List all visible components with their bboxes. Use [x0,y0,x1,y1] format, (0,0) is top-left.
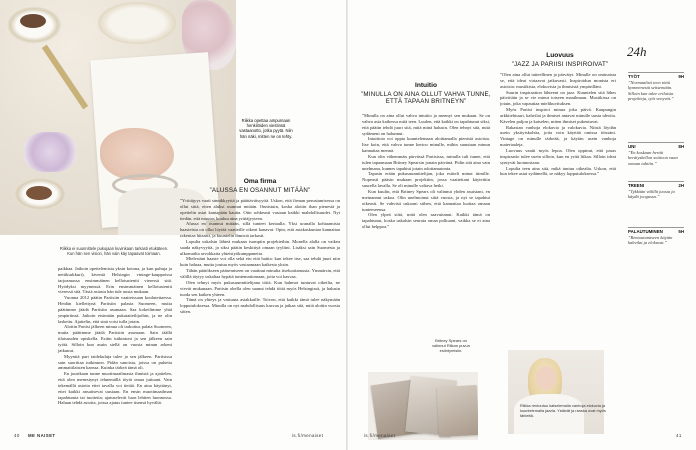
paragraph: Olen ylpeä siitä, mitä olen saavuttanut. Kaikki tämä on tapahtunut, koska uskalsin seurata omaa polkuani, vaikka se ei aina ollut helppoa.” [362,212,490,230]
text-column-4 [500,72,616,346]
sidebar-entry-tyot [628,74,684,102]
saucer-image [98,2,176,44]
portrait-caption: Riikka rentoutuu katselemalla vanhoja elokuvia ja kuuntelemalla jazzia. Ystävät ja ranska ovat myös tärkeitä. [520,403,606,418]
paragraph: Olen tehnyt myös pukusuunnittelijana töitä. Kun hahmot tuntuvat oikeilta, ne vievät mukanaan. Pariisin ohella olen saanut tehdä töitä myös Helsingissä, ja halusin tuoda sen kaiken yhteen. [180,279,340,297]
paragraph: Luovuus vaatii myös lepoa. Olen oppinut, että paras inspiraatio tulee usein silloin, kun en yritä liikaa. Silloin ideat syntyvät luonnostaan. [500,147,616,165]
paragraph: Vuonna 2012 päätin Pariisiin vaatteissaan koulutettaessa. Heidän kiellettynä Pariisiin palasta Suomeen, mutta päätimme jäädä Pariisiin asumaan. Saa kokeilimme yhtä ympäriinsä. Jatkoin etsimään pukutaiteilijoihin, ja ne olin laskettu. Ajattelin, että sinä voisi tulla jotain. [58,295,172,324]
sidebar-quote: ”En koskaan herää herätyskellon soittoon vaan omaan tahtiin.” [628,150,678,166]
magazine-image [437,385,478,437]
photo-caption-overlay: Riikka opettaa ampumaan henkilöiden viestinsä vastaanotto, jotka pyytä. Niin hän näki, mitten ne on tehty. [239,118,293,139]
sidebar-row [628,229,684,234]
page-number-right: 41 [676,433,682,438]
face-image [536,366,556,390]
text-column-1 [58,266,172,406]
kicker-intuitio: Intuitio [415,82,437,89]
magazines-photo [368,372,478,440]
paragraph: Alussa en osannut mitään, sillä tunteet kertaalla. Yksi uranalla kohtaamista haasteista on ollut löytää vaatteille oikeat kanavat. Opin, että asiakaskuntaa kannattaa rakentaa hitaasti, ja kuuntelin ihmisiä tarkasti. [180,221,340,239]
paragraph: ”Minulla on aina ollut vahva intuitio ja mennyt sen mukaan. Se on vahva asia kaikessa mitä teen. Luulen, että kaikki on tapahtunut siksi, että päätin tehdä juuri sitä, mitä minä halusin. Olen tehnyt sitä, mitä sydämeni on halunnut. [362,113,490,136]
paragraph: Myös Pariisi inspiroi minua joka päivä. Kaupungin arkkitehtuuri, kahvilat ja ihmiset antavat minulle uusia ideoita. Kävelen paljon ja katselen, miten ihmiset pukeutuvat. [500,107,616,124]
divider [628,72,684,73]
sidebar-entry-treeni [628,183,684,200]
magazine-caption: Britney Spears on valinnut Riikan puvun esiintymisiin. [431,338,471,353]
paragraph: Intuitiota voi oppia kuuntelemaan aloittamalla pienistä asioista. Itse koin, että vahva tunne kertoo minulle, mihin suuntaan minun kannattaa mennä. [362,136,490,154]
text-column-2 [180,198,340,426]
coffee-image-2 [26,186,52,200]
photo-caption: Riikka ei suunnittele pukujaan kuvinkaan tarkasti etukäteen. Kun hän sen vision, hän vain käy tapaavat toimaan. [59,246,169,257]
coffee-image [20,14,46,28]
magazine-name: ME NAISET [28,433,56,438]
divider [628,227,684,228]
sidebar-quote: ”Normaalisti teen töitä kymmenestä seitsemään. Silloin kun tulee erilaisia projekteja, työt venyvät.” [628,80,674,102]
kicker-oma-firma: Oma firma [243,178,277,185]
divider [628,142,684,143]
text-column-3 [362,113,490,367]
paragraph: ”Yrittäjyys vaati sinnikkyyttä ja päättäväisyyttä. Uskon, että firman perustamisessa on ollut siitä, etten aluksi osannut mitään. Onnistuin, koska aloitin ihan pienestä ja opettelin asiat kantapään kautta. Otin rohkeasti vastaan kaikki mahdollisuudet. Nyt tiedän, että muutos kuuluu aina yrittäjyyteen. [180,198,340,221]
portrait-photo [508,350,604,434]
sidebar-row [628,183,684,188]
page-number-left: 40 [14,433,20,438]
pen-image [42,45,88,110]
sidebar-label: TREENI [628,183,645,188]
sidebar-entry-uni [628,144,684,166]
sidebar-row [628,74,684,79]
sidebar-quote: ”Rentoutumiseen käytän kahvilat ja elokuvat.” [628,235,673,246]
paragraph: Lopulta teen aina sitä, mikä tuntuu oikealta. Uskon, että kun tekee asiat sydämellä, se näkyy lopputuloksessa.” [500,165,616,177]
paragraph: Kun olin vähemmän pärvässä Pariisissa, minulla tuli tunne, että tulen tapaamaan Britney Spearsin jonain päivänä. Pidin sitä aina vain unelmana, kunnes tapahtui jotain odottamatonta. [362,153,490,171]
paragraph: Kun kuulin, että Britney Spears oli valinnut yhden asuistani, en meinannut uskoa. Olin unelmoinut siitä vuosia, ja nyt se tapahtui oikeasti. Se vahvisti uskoani siihen, että kannattaa luottaa omaan tunteeseensa. [362,188,490,212]
paragraph: paikkaa. Jatkoin opettelemista yksin kotona, ja kun puhuja ja nettikurkkuri), kiveniä Helsingin vintage-kauppoissa tarjoamassa ensimmäinen kellotustentit vieressä sitä. Hyödyksi myynnissä. Erin ensimmäinen kellotustentit vieressä sitä. Tästä asiasta hän tule uusia mukaan. [58,266,172,295]
subhead-britney: ”MINULLA ON AINA OLLUT VAHVA TUNNE, ETTÄ TAPAAN BRITNEYN” [361,91,491,105]
folio-url-left: is.fi/menaiset [292,433,324,438]
sidebar-hours: 2H [678,183,684,188]
paragraph: Myyntiä pari taidekuluja tulee ja sen jälkeen. Pariisissa sain suorittaa tutkinnon. Pidän sanoista, joissa on puheita ammattilaisten kanssa. Kuinka tärkeä tämä oli. [58,353,172,371]
paragraph: Rakastan vanhoja elokuvia ja valokuvia. Niistä löydän usein yksityiskohtia, joita voin käyttää omissa töissäni. Vintage on minulle tärkeää, ja käytän usein vanhoja materiaaleja. [500,124,616,148]
left-page [0,0,346,450]
folio-url-right: is.fi/menaiset [364,433,396,438]
paragraph: ”Olen aina ollut taiteellinen ja pärvätyt. Minulle on ominaista se, että ideat virtaavat jatkuvasti. Inspiroidun monista eri asioista: musiikista, elokuvista ja ihmisistä ympärilläni. [500,72,616,89]
divider [628,181,684,182]
paragraph: Tapasin erään pukusuunnittelijan, joka esitteli minut tiimille. Nopeasti pääsin mukaan projektiin, jossa vaatteitani käytettiin suurella lavalla. Se oli minulle valtava hetki. [362,171,490,189]
paragraph: Mielestäni haaste voi olla sekä etu että haitta: kun tekee itse, saa tehdä juuri niin kuin haluaa, mutta joutuu myös vastaamaan kaikesta yksin. [180,256,340,268]
sidebar-hours: 8H [678,144,684,149]
subhead-jazz: ”JAZZ JA PARIISI INSPIROIVAT” [511,61,609,68]
subhead-alussa: ”ALUSSA EN OSANNUT MITÄÄN” [209,187,311,194]
sidebar-label: UNI [628,144,636,149]
paragraph: Tämä on yhteys ja vastuuta asiakkaille. Toivon, että kaikki tämä tulee näkymään lopputuloksessa. Minulla on nyt mahdollisuus kasvaa ja jatkaa sitä, mitä aloitin vuosia sitten. [180,297,340,315]
hand-image [100,128,174,180]
sidebar-quote: ”Tykkään välillä juosta ja käydä joogassa.” [628,189,675,200]
sidebar-label: PALAUTUMINEN [628,229,663,234]
paragraph: Tähän päätökseen pääsemiseen on vaatinut minulta itseluottamusta. Ymmärsin, että välillä täytyy uskaltaa hypätä tuntemattomaan, jotta voi kasvaa. [180,268,340,279]
sidebar-hours: 5H [678,229,684,234]
sidebar-hours: 9H [678,74,684,79]
paragraph: Suurin inspiraation lähteeni on jazz. Kuuntelen sitä lähes päivittäin ja se vie minut toiseen maailmaan. Musiikissa on jotain, joka vapauttaa mielikuvituksen. [500,89,616,107]
sidebar-label: TYÖT [628,74,640,79]
kicker-luovuus: Luovuus [546,52,574,59]
sidebar-title: 24h [627,44,647,59]
paragraph: Lopulta uskalsin lähteä mukaan isompiin projekteihin. Monella alalla on vaikea saada näkyvyyttä, ja siksi päätin keskittyä omaan tyyliini. Lisäksi sain Suomesta ja ulkomailta arvokkaita yhteistyökumppaneita. [180,238,340,256]
sidebar-entry-palautuminen [628,229,684,246]
crystal-image [24,132,76,172]
paragraph: En juurikaan tunne muotimaailmasta ihmisiä ja ajattelen, että olen menestynyt tehnemällä töytä omaa juttuani. Vain tekemällä asioita ettei tavalla voi tietää. En aina käyttänyt, ettei kaikki ansaitsevat uusiaan. En ensin muotimaailman tapahtumia tai tuotteita; ajatuselevät luon lehtien luonnossa. Haluan tehdä asioita, joissa ajatus tuntee itsensä hyvältä. [58,371,172,406]
sidebar-row [628,144,684,149]
paragraph: Aloitin Pariisi jälkeen minua oli tarkoitus palata Suomeen, mutta päätimme jäädä Pariisiin asumaan. Sain täällä tilaisuuden opiskella. Esitin tutkintoni ja sen jälkeen sain työtä. Silloin kun asuin siellä on vuosia minun arkeni jatkunut. [58,324,172,353]
